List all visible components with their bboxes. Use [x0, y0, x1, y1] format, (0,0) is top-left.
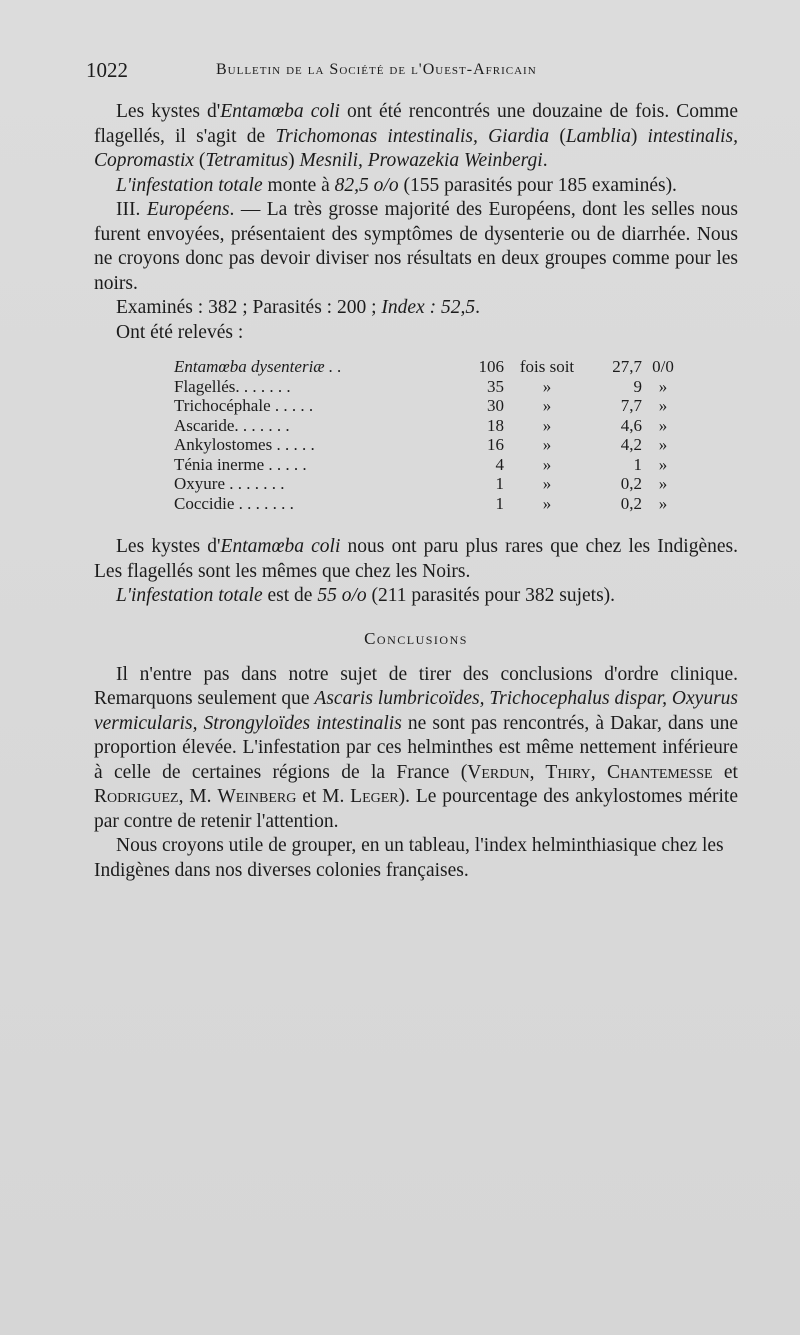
percent-unit-cell: » [658, 454, 668, 474]
paragraph-infestation-indigenes: L'infestation totale monte à 82,5 o/o (155 parasités pour 185 examinés). [116, 174, 677, 196]
paragraph-conclusions: Il n'entre pas dans notre sujet de tirer des conclusions d'ordre clinique. Remarquons seulement que Ascaris lumbricoïdes, Trichocephalus dispar, Oxyurus vermicularis, Strongyloïdes intestinalis ne sont pas rencontrés, à Dakar, dans une proportion élevée. L'infestation par ces helminthes est même nettement inférieure à celle de certaines régions de la France (Verdun, Thiry, Chantemesse et Rodriguez, M. Weinberg et M. Leger). Le pourcentage des ankylostomes mérite par contre de retenir l'attention. [94, 663, 739, 832]
count-cell: 35 [487, 376, 504, 396]
body-text [94, 100, 738, 883]
percent-cell: 4,2 [620, 435, 642, 454]
table-row [174, 474, 684, 494]
unit-cell: » [542, 435, 552, 454]
paragraph-kystes-europeens: Les kystes d'Entamœba coli nous ont paru plus rares que chez les Indigènes. Les flagellés sont les mêmes que chez les Noirs. [94, 536, 738, 582]
percent-cell: 0,2 [620, 493, 642, 513]
section-heading-conclusions: Conclusions [364, 628, 468, 648]
paragraph-kystes-indigenes: Les kystes d'Entamœba coli ont été rencontrés une douzaine de fois. Comme flagellés, il s'agit de Trichomonas intestinalis, Giardia (Lamblia) intestinalis, Copromastix (Tetramitus) Mesnili, Prowazekia Weinbergi. [94, 101, 738, 171]
percent-unit-cell: » [658, 493, 668, 513]
percent-cell: 7,7 [620, 396, 642, 415]
count-cell: 1 [495, 493, 504, 513]
unit-cell: » [542, 454, 552, 474]
percent-unit-cell: » [658, 396, 668, 415]
parasite-name: Trichocéphale . . . . . [174, 396, 314, 415]
table-row [174, 396, 684, 416]
unit-cell: fois soit [519, 357, 575, 376]
percent-cell: 9 [633, 376, 642, 396]
paragraph-europeens: III. Européens. — La très grosse majorité des Européens, dont les selles nous furent envoyées, présentaient des symptômes de dysenterie ou de diarrhée. Nous ne croyons donc pas devoir diviser nos résultats en deux groupes comme pour les noirs. [94, 199, 739, 294]
count-cell: 18 [487, 415, 504, 435]
parasite-name: Coccidie . . . . . . . [174, 493, 294, 513]
parasite-name: Ascaride. . . . . . . [174, 415, 290, 435]
parasite-name: Entamœba dysenteriæ . . [174, 357, 342, 376]
paragraph-examines: Examinés : 382 ; Parasités : 200 ; Index : 52,5. [116, 297, 480, 318]
count-cell: 1 [495, 474, 504, 493]
table-row [174, 455, 684, 475]
table-row [174, 357, 684, 377]
paragraph-infestation-europeens: L'infestation totale est de 55 o/o (211 parasités pour 382 sujets). [116, 585, 616, 606]
percent-unit-cell: » [658, 474, 668, 493]
count-cell: 106 [478, 357, 504, 376]
parasite-name: Ténia inerme . . . . . [174, 454, 307, 474]
percent-cell: 27,7 [612, 357, 642, 376]
page-header [86, 58, 738, 88]
parasite-name: Ankylostomes . . . . . [174, 435, 315, 454]
paragraph-tableau: Nous croyons utile de grouper, en un tableau, l'index helminthiasique chez les Indigènes dans nos diverses colonies françaises. [94, 835, 724, 881]
table-row [174, 494, 684, 514]
paragraph-releves: Ont été relevés : [116, 321, 244, 343]
unit-cell: » [542, 415, 552, 435]
table-row [174, 416, 684, 436]
parasite-name: Flagellés. . . . . . . [174, 376, 291, 396]
percent-unit-cell: » [658, 376, 668, 396]
count-cell: 30 [487, 396, 504, 415]
running-title: Bulletin de la Société de l'Ouest-Africain [216, 61, 537, 78]
table-row [174, 377, 684, 397]
unit-cell: » [542, 493, 552, 513]
percent-unit-cell: 0/0 [652, 357, 674, 376]
table-row [174, 435, 684, 455]
page-number: 1022 [86, 58, 128, 82]
parasite-name: Oxyure . . . . . . . [174, 474, 285, 493]
unit-cell: » [542, 376, 552, 396]
count-cell: 16 [487, 435, 504, 454]
parasite-table [174, 357, 684, 513]
percent-unit-cell: » [658, 435, 668, 454]
percent-cell: 4,6 [620, 415, 642, 435]
unit-cell: » [542, 396, 552, 415]
percent-cell: 1 [633, 454, 642, 474]
count-cell: 4 [495, 454, 504, 474]
percent-cell: 0,2 [620, 474, 642, 493]
percent-unit-cell: » [658, 415, 668, 435]
unit-cell: » [542, 474, 552, 493]
